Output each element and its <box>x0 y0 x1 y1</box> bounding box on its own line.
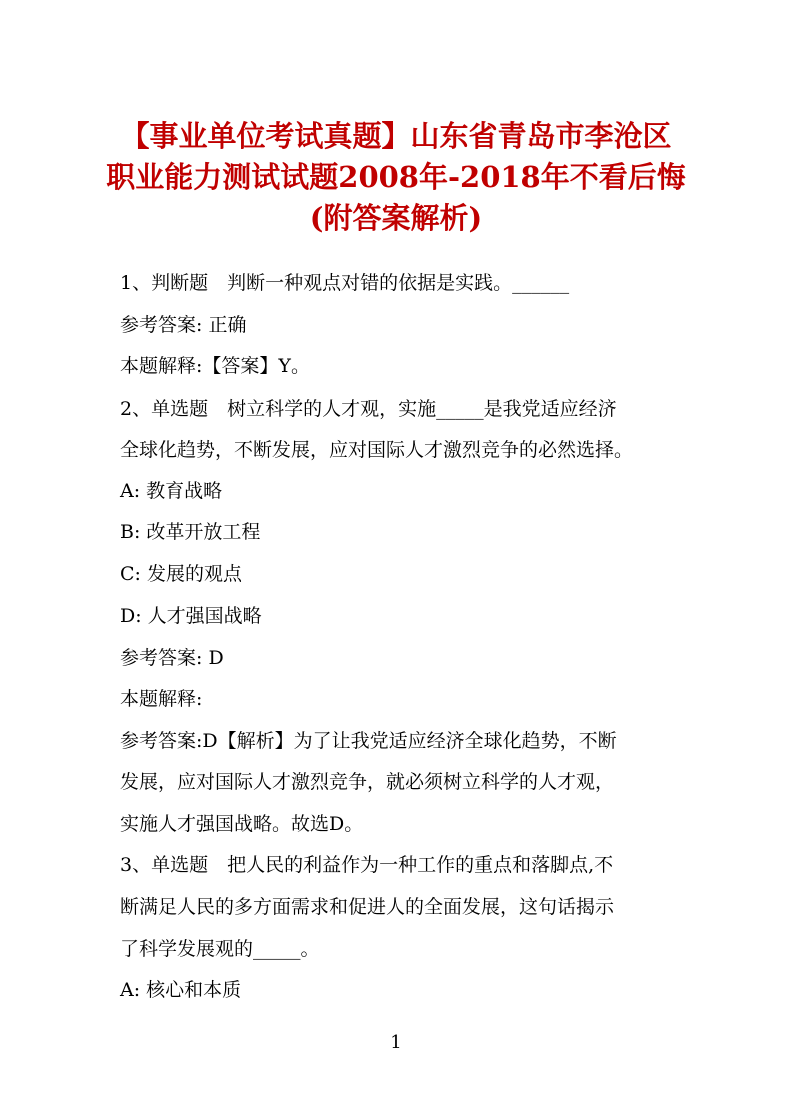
question-3-text-line-2: 断满足人民的多方面需求和促进人的全面发展，这句话揭示 <box>120 896 615 918</box>
question-2-option-d: D: 人才强国战略 <box>120 605 262 627</box>
question-3-option-a: A: 核心和本质 <box>120 979 242 1001</box>
question-2-option-c: C: 发展的观点 <box>120 563 242 585</box>
question-2-explanation-line-1: 参考答案:D【解析】为了让我党适应经济全球化趋势，不断 <box>120 730 617 752</box>
document-title-line-2: 职业能力测试试题2008年-2018年不看后悔 <box>106 160 686 194</box>
question-3-text-line-3: 了科学发展观的_____。 <box>120 938 320 960</box>
question-1-text: 1、判断题 判断一种观点对错的依据是实践。______ <box>120 272 570 294</box>
page-number: 1 <box>390 1032 402 1053</box>
document-title-line-1: 【事业单位考试真题】山东省青岛市李沧区 <box>120 119 672 153</box>
question-2-option-a: A: 教育战略 <box>120 480 223 502</box>
question-2-explanation-label: 本题解释: <box>120 688 203 710</box>
question-2-text-line-1: 2、单选题 树立科学的人才观，实施_____是我党适应经济 <box>120 398 617 420</box>
question-2-answer: 参考答案: D <box>120 647 224 669</box>
question-2-text-line-2: 全球化趋势，不断发展，应对国际人才激烈竞争的必然选择。 <box>120 439 634 461</box>
question-1-answer: 参考答案: 正确 <box>120 314 247 336</box>
question-2-explanation-line-2: 发展，应对国际人才激烈竞争，就必须树立科学的人才观， <box>120 771 615 793</box>
question-1-explanation: 本题解释:【答案】Y。 <box>120 355 310 377</box>
question-2-explanation-line-3: 实施人才强国战略。故选D。 <box>120 813 364 835</box>
document-title-line-3: (附答案解析) <box>309 201 483 235</box>
question-2-option-b: B: 改革开放工程 <box>120 521 261 543</box>
question-3-text-line-1: 3、单选题 把人民的利益作为一种工作的重点和落脚点,不 <box>120 854 614 876</box>
